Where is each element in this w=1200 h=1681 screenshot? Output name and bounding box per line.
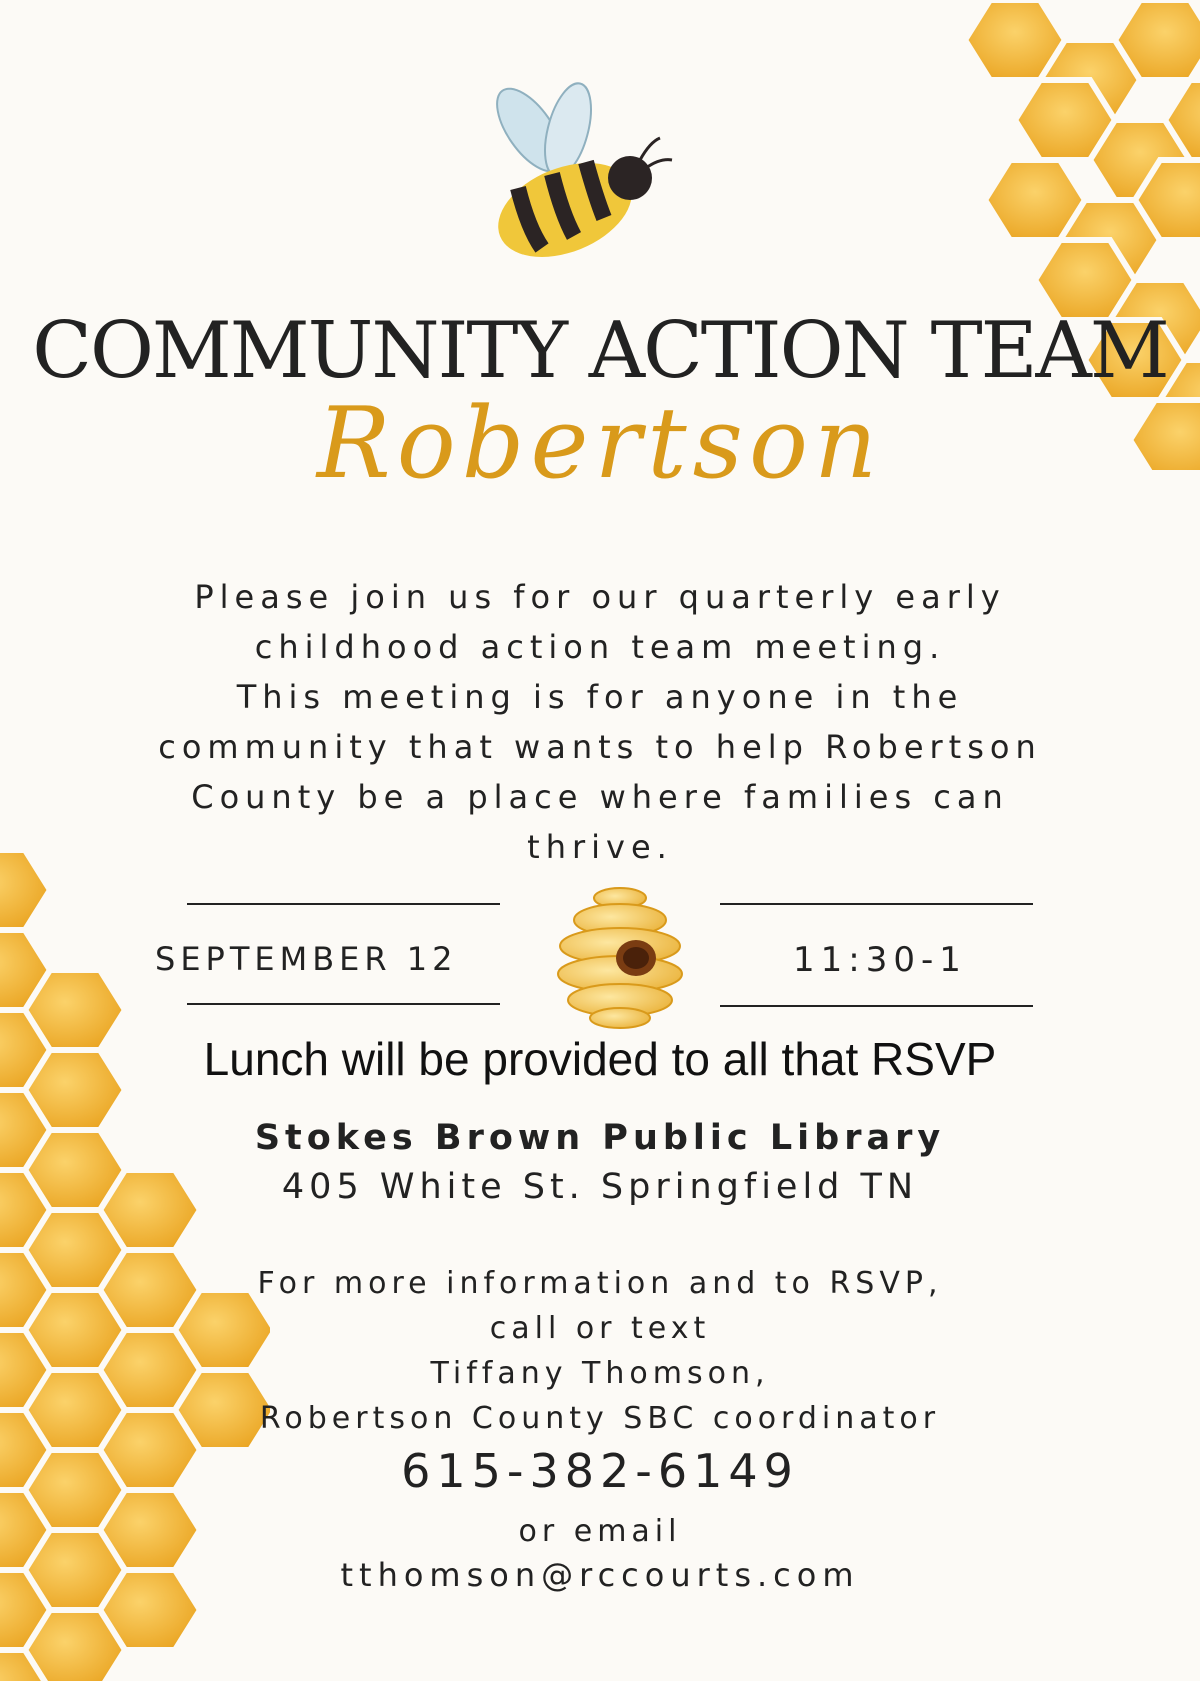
intro-line: thrive. <box>527 828 673 866</box>
flyer-title: COMMUNITY ACTION TEAM <box>32 306 1168 396</box>
lunch-note: Lunch will be provided to all that RSVP <box>203 1033 997 1085</box>
flyer-script-title: Robertson <box>316 387 884 501</box>
contact-line: call or text <box>489 1311 711 1346</box>
intro-line: childhood action team meeting. <box>254 628 946 666</box>
contact-phone[interactable]: 615-382-6149 <box>401 1444 799 1498</box>
contact-line: Robertson County SBC coordinator <box>259 1401 941 1436</box>
contact-line: For more information and to RSVP, <box>257 1266 943 1301</box>
contact-email[interactable]: tthomson@rccourts.com <box>340 1556 860 1594</box>
event-time: 11:30-1 <box>793 940 967 980</box>
beehive-illustration <box>554 882 686 1030</box>
time-rule-top <box>720 903 1033 905</box>
contact-line: Tiffany Thomson, <box>430 1356 770 1391</box>
time-rule-bottom <box>720 1005 1033 1007</box>
or-email-label: or email <box>518 1514 682 1549</box>
intro-paragraph <box>70 572 1130 872</box>
date-rule-top <box>187 903 500 905</box>
location-address: 405 White St. Springfield TN <box>281 1167 919 1207</box>
intro-line: County be a place where families can <box>191 778 1009 816</box>
intro-line: community that wants to help Robertson <box>158 728 1042 766</box>
location-name: Stokes Brown Public Library <box>254 1118 946 1158</box>
event-date: SEPTEMBER 12 <box>155 940 458 978</box>
intro-line: Please join us for our quarterly early <box>194 578 1006 616</box>
date-rule-bottom <box>187 1003 500 1005</box>
bee-illustration <box>470 70 680 270</box>
intro-line: This meeting is for anyone in the <box>236 678 964 716</box>
